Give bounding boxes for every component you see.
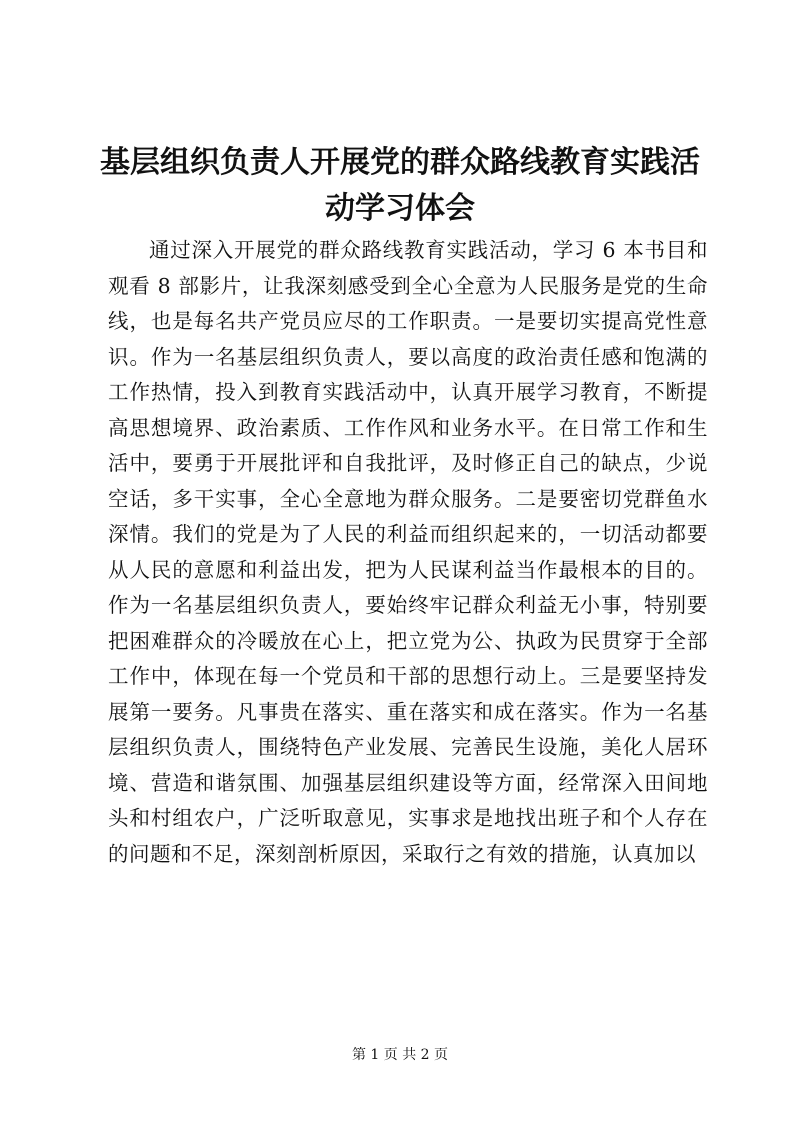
document-title: 基层组织负责人开展党的群众路线教育实践活动学习体会 bbox=[100, 145, 700, 226]
body-paragraph: 通过深入开展党的群众路线教育实践活动，学习 6 本书目和观看 8 部影片，让我深刻感受到全心全意为人民服务是党的生命线，也是每名共产党员应尽的工作职责。一是要切实提高党性意识。作为一名基层组织负责人，要以高度的政治责任感和饱满的工作热情，投入到教育实践活动中，认真开展学习教育，不断提高思想境界、政治素质、工作作风和业务水平。在日常工作和生活中，要勇于开展批评和自我批评，及时修正自己的缺点，少说空话，多干实事，全心全意地为群众服务。二是要密切党群鱼水深情。我们的党是为了人民的利益而组织起来的，一切活动都要从人民的意愿和利益出发，把为人民谋利益当作最根本的目的。作为一名基层组织负责人，要始终牢记群众利益无小事，特别要把困难群众的冷暖放在心上，把立党为公、执政为民贯穿于全部工作中，体现在每一个党员和干部的思想行动上。三是要坚持发展第一要务。凡事贵在落实、重在落实和成在落实。作为一名基层组织负责人，围绕特色产业发展、完善民生设施，美化人居环境、营造和谐氛围、加强基层组织建设等方面，经常深入田间地头和村组农户，广泛听取意见，实事求是地找出班子和个人存在的问题和不足，深刻剖析原因，采取行之有效的措施，认真加以 bbox=[108, 238, 708, 866]
page-footer: 第 1 页 共 2 页 bbox=[351, 1047, 449, 1063]
